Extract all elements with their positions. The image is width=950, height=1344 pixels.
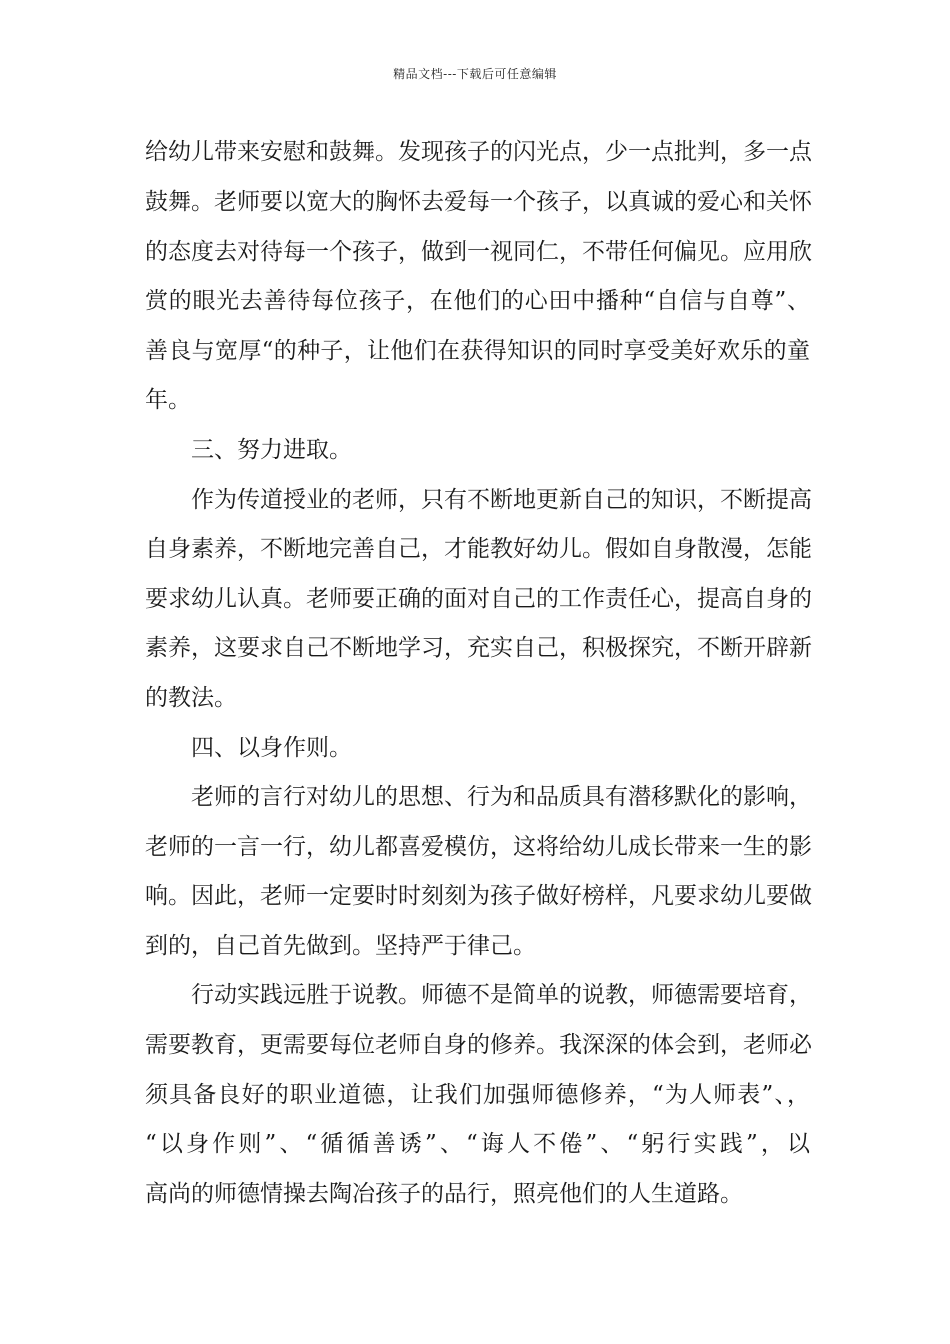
paragraph-line: 到的，自己首先做到。坚持严于律己。: [145, 933, 536, 959]
paragraph-line: 鼓舞。老师要以宽大的胸怀去爱每一个孩子，以真诚的爱心和关怀: [145, 189, 812, 215]
paragraph-line: 素养，这要求自己不断地学习，充实自己，积极探究，不断开辟新: [145, 635, 812, 661]
paragraph-line: 善良与宽厚“的种子，让他们在获得知识的同时享受美好欢乐的童: [145, 338, 810, 364]
paragraph-line: 响。因此，老师一定要时时刻刻为孩子做好榜样，凡要求幼儿要做: [145, 883, 812, 909]
paragraph-line: 年。: [145, 387, 191, 413]
section-heading: 四、以身作则。: [191, 735, 352, 761]
paragraph-line: 老师的一言一行，幼儿都喜爱模仿，这将给幼儿成长带来一生的影: [145, 834, 812, 860]
paragraph-line: 赏的眼光去善待每位孩子，在他们的心田中播种“自信与自尊”、: [145, 288, 810, 314]
paragraph-line: 行动实践远胜于说教。师德不是简单的说教，师德需要培育，: [191, 982, 812, 1008]
page-header: 精品文档---下载后可任意编辑: [393, 67, 557, 81]
paragraph-line: 作为传道授业的老师，只有不断地更新自己的知识，不断提高: [191, 487, 812, 513]
paragraph-line: 须具备良好的职业道德，让我们加强师德修养，“为人师表”、，: [145, 1082, 810, 1108]
paragraph-line: 高尚的师德情操去陶冶孩子的品行，照亮他们的人生道路。: [145, 1181, 743, 1207]
paragraph-line: 的教法。: [145, 685, 237, 711]
paragraph-line: 需要教育，更需要每位老师自身的修养。我深深的体会到，老师必: [145, 1032, 812, 1058]
paragraph-line: 的态度去对待每一个孩子，做到一视同仁，不带任何偏见。应用欣: [145, 239, 812, 265]
paragraph-line: 给幼儿带来安慰和鼓舞。发现孩子的闪光点，少一点批判，多一点: [145, 139, 812, 165]
paragraph-line: 老师的言行对幼儿的思想、行为和品质具有潜移默化的影响，: [191, 784, 812, 810]
paragraph-line: 自身素养，不断地完善自己，才能教好幼儿。假如自身散漫，怎能: [145, 536, 812, 562]
paragraph-line: “以身作则”、“循循善诱”、“诲人不倦”、“躬行实践”，以: [145, 1131, 810, 1157]
paragraph-line: 要求幼儿认真。老师要正确的面对自己的工作责任心，提高自身的: [145, 586, 812, 612]
section-heading: 三、努力进取。: [191, 437, 352, 463]
